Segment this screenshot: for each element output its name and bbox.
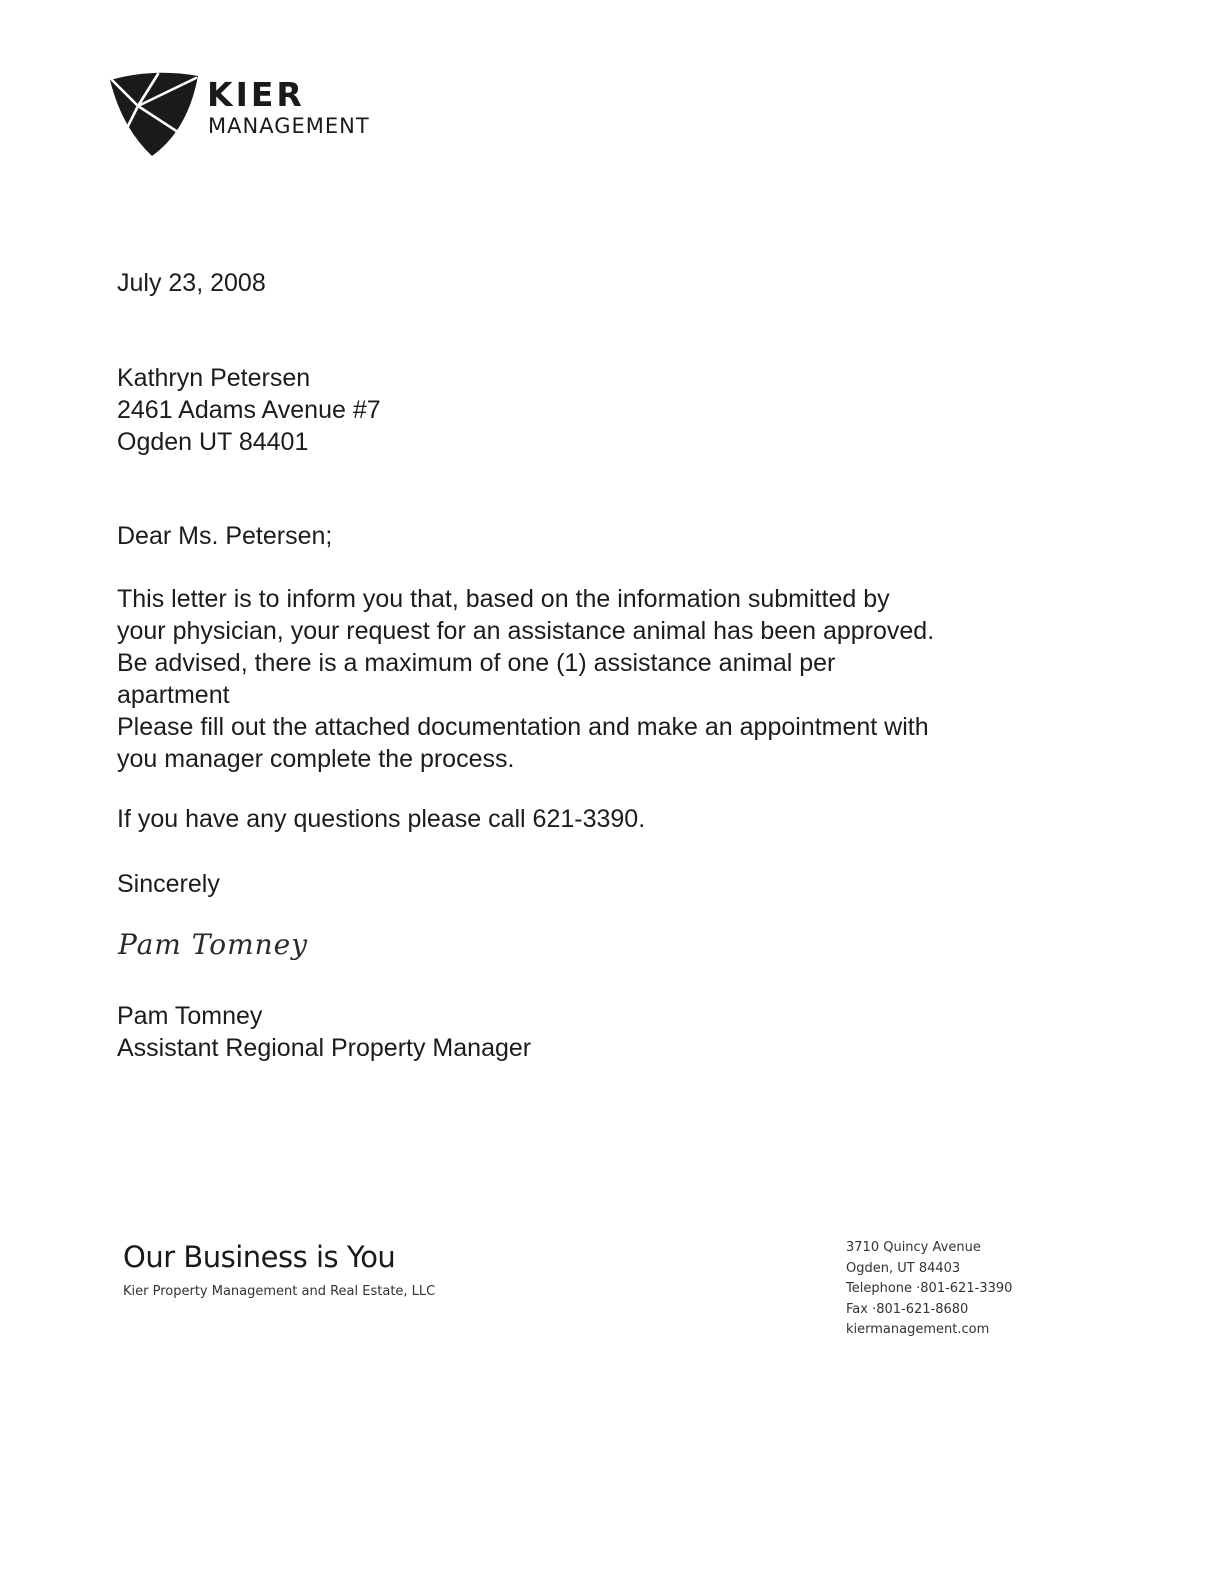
signer-title: Assistant Regional Property Manager (117, 1034, 532, 1062)
recipient-address (117, 362, 381, 458)
footer-contact-block (846, 1238, 1012, 1341)
signer-block (117, 1000, 531, 1064)
body-line: you manager complete the process. (117, 745, 515, 773)
body-line: Be advised, there is a maximum of one (1) assistance animal per (117, 649, 836, 677)
valediction: Sincerely (117, 870, 220, 898)
handwritten-signature: Pam Tomney (118, 928, 309, 961)
footer-website[interactable]: kiermanagement.com (846, 1322, 990, 1337)
recipient-name: Kathryn Petersen (117, 364, 311, 392)
body-line: your physician, your request for an assistance animal has been approved. (117, 617, 935, 645)
company-logo (108, 70, 408, 160)
footer-address: 3710 Quincy Avenue (846, 1240, 981, 1255)
salutation: Dear Ms. Petersen; (117, 522, 333, 550)
footer-telephone: Telephone ·801-621-3390 (846, 1281, 1013, 1296)
footer-city: Ogden, UT 84403 (846, 1260, 961, 1276)
contact-sentence: If you have any questions please call 621-3390. (117, 805, 646, 833)
body-line: Please fill out the attached documentation and make an appointment with (117, 713, 929, 741)
signer-name: Pam Tomney (117, 1002, 263, 1030)
recipient-street: 2461 Adams Avenue #7 (117, 396, 381, 424)
footer-fax: Fax ·801-621-8680 (846, 1301, 969, 1317)
body-line: apartment (117, 681, 230, 709)
body-line: This letter is to inform you that, based on the information submitted by (117, 585, 890, 613)
body-paragraph (117, 583, 934, 775)
logo-brand-text: KIER (207, 75, 305, 114)
footer-tagline: Our Business is You (123, 1240, 396, 1274)
logo-subtitle-text: MANAGEMENT (208, 114, 370, 138)
footer-company-name: Kier Property Management and Real Estate, LLC (123, 1284, 436, 1299)
kier-shield-star-icon (108, 70, 200, 160)
letter-date: July 23, 2008 (117, 269, 266, 297)
recipient-city: Ogden UT 84401 (117, 428, 309, 456)
